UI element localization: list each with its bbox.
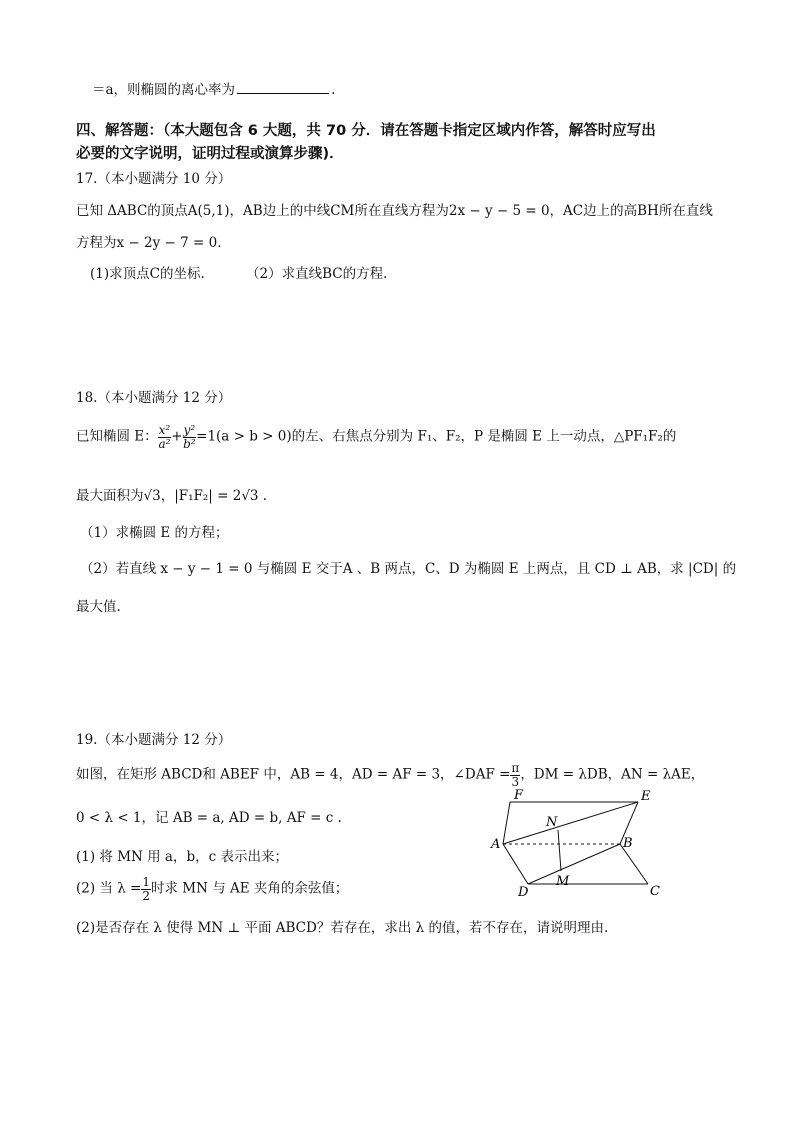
q18-line1-prefix: 已知椭圆 E： <box>76 428 158 445</box>
label-E: E <box>641 789 651 804</box>
continuation-line <box>92 78 335 98</box>
answer-blank[interactable] <box>237 80 329 94</box>
q19-line1-suffix: ，DM = λDB，AN = λAE， <box>520 766 705 783</box>
frac-numerator: π <box>511 761 520 775</box>
fraction-y-over-b <box>183 424 197 450</box>
q17-header: 17.（本小题满分 10 分） <box>76 171 232 187</box>
label-D: D <box>518 885 529 900</box>
plus-sign: + <box>171 428 183 445</box>
edge-FA <box>503 802 510 844</box>
frac-numerator: 1 <box>142 875 151 889</box>
label-N: N <box>546 815 558 830</box>
continuation-period: . <box>331 82 336 98</box>
edge-DB <box>528 844 620 884</box>
label-A: A <box>491 837 501 852</box>
continuation-text: ＝a，则椭圆的离心率为 <box>92 82 236 98</box>
frac-denominator: b² <box>183 436 196 451</box>
q19-part2-suffix: 时求 MN 与 AE 夹角的余弦值； <box>151 880 349 897</box>
q18-part1: （1）求椭圆 E 的方程； <box>80 525 229 541</box>
section-title: 四、解答题：（本大题包含 6 大题，共 70 分．请在答题卡指定区域内作答，解答时应写出 <box>76 123 656 139</box>
q19-part3: (2)是否存在 λ 使得 MN ⊥ 平面 ABCD？若存在，求出 λ 的值，若不存在，请说明理由. <box>76 920 609 936</box>
fraction-pi-over-3 <box>510 762 520 788</box>
segment-MN <box>558 830 561 871</box>
q18-part2-line2: 最大值. <box>76 599 121 615</box>
q19-part2 <box>76 876 348 902</box>
label-F: F <box>514 788 524 803</box>
frac-denominator: a² <box>158 436 171 451</box>
q18-header: 18.（本小题满分 12 分） <box>76 390 232 406</box>
q18-line2: 最大面积为√3，|F₁F₂| = 2√3 . <box>76 488 268 504</box>
q19-header: 19.（本小题满分 12 分） <box>76 732 232 748</box>
q17-part2: （2）求直线BC的方程. <box>246 266 388 282</box>
label-C: C <box>650 884 660 899</box>
q17-line1: 已知 ΔABC的顶点A(5,1)，AB边上的中线CM所在直线方程为2x − y − 5 = 0，AC边上的高BH所在直线 <box>76 203 713 219</box>
label-B: B <box>623 836 633 851</box>
frac-denominator: 2 <box>142 888 151 903</box>
q19-part1: (1) 将 MN 用 a，b，c 表示出来； <box>76 849 288 865</box>
q19-line1 <box>76 762 704 788</box>
q17-part1: (1)求顶点C的坐标. <box>90 266 205 282</box>
q17-line2: 方程为x − 2y − 7 = 0. <box>76 235 222 251</box>
edge-AE <box>503 802 638 844</box>
q18-part2: （2）若直线 x − y − 1 = 0 与椭圆 E 交于A 、B 两点，C、D 为椭圆 E 上两点，且 CD ⊥ AB，求 |CD| 的 <box>80 561 737 577</box>
frac-numerator: y² <box>183 423 196 437</box>
geometry-figure <box>488 788 678 900</box>
label-M: M <box>556 874 570 889</box>
q19-line2: 0 < λ < 1，记 AB = a, AD = b, AF = c . <box>76 810 342 826</box>
equation-rhs: =1(a > b > 0) <box>196 428 292 445</box>
q19-part2-prefix: (2) 当 λ = <box>76 880 142 897</box>
fraction-x-over-a <box>158 424 172 450</box>
q19-line1-prefix: 如图，在矩形 ABCD和 ABEF 中，AB = 4，AD = AF = 3，∠DAF = <box>76 766 511 783</box>
section-title-line2: 必要的文字说明，证明过程或演算步骤)． <box>76 146 344 162</box>
frac-denominator: 3 <box>511 774 520 789</box>
frac-numerator: x² <box>158 423 171 437</box>
fraction-one-half <box>141 876 151 902</box>
q18-line1-suffix: 的左、右焦点分别为 F₁、F₂，P 是椭圆 E 上一动点，△PF₁F₂的 <box>291 428 677 445</box>
q18-line1 <box>76 424 676 450</box>
edge-AD <box>503 844 528 884</box>
